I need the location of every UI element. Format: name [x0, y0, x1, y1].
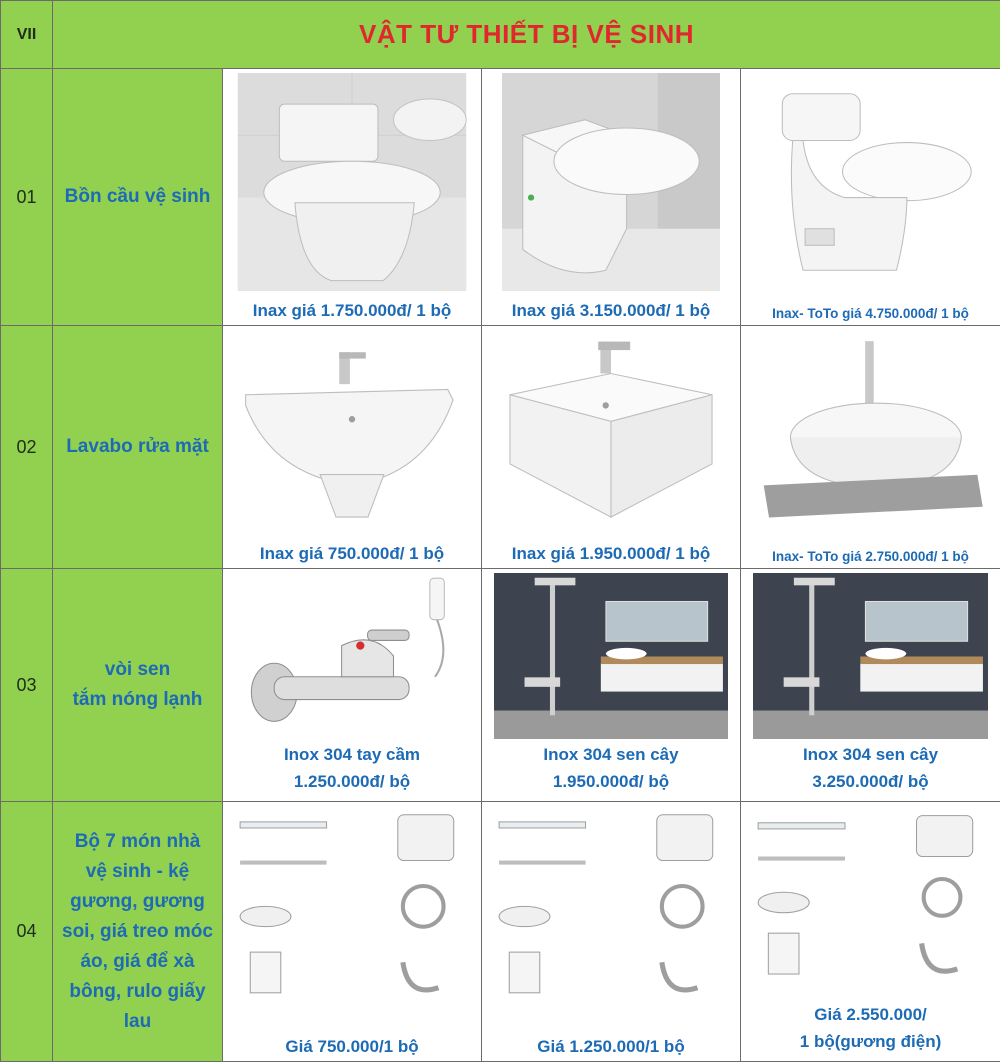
- row-number: 01: [1, 69, 53, 326]
- category-line: vệ sinh - kệ: [86, 861, 190, 882]
- caption-line: Giá 2.550.000/: [814, 1005, 926, 1024]
- product-cell: [223, 802, 482, 1062]
- bath-mixer-photo: [235, 573, 469, 739]
- category-line: vòi sen: [105, 659, 170, 680]
- row-category: Bồn cầu vệ sinh: [53, 69, 223, 326]
- two-piece-toilet-photo: [235, 73, 469, 291]
- product-caption: Inax giá 1.950.000đ/ 1 bộ: [482, 544, 740, 564]
- row-number: 02: [1, 326, 53, 569]
- category-line: bông, rulo giấy: [69, 981, 205, 1002]
- category-line: lau: [124, 1011, 151, 1032]
- product-caption: Giá 750.000/1 bộ: [223, 1037, 481, 1057]
- row-number: 03: [1, 569, 53, 802]
- wall-basin-photo: [235, 330, 469, 534]
- caption-line: 1 bộ(gương điện): [800, 1032, 942, 1051]
- product-cell: [223, 69, 482, 326]
- product-cell: [223, 569, 482, 802]
- product-caption: Giá 1.250.000/1 bộ: [482, 1037, 740, 1057]
- product-cell: [741, 569, 1000, 802]
- product-cell: [482, 69, 741, 326]
- section-number: VII: [1, 1, 53, 69]
- product-cell: [741, 69, 1000, 326]
- category-line: gương, gương: [70, 891, 205, 912]
- product-caption: Inax- ToTo giá 4.750.000đ/ 1 bộ: [741, 306, 1000, 321]
- product-cell: [223, 326, 482, 569]
- product-cell: [482, 326, 741, 569]
- caption-line: 1.250.000đ/ bộ: [294, 772, 410, 791]
- category-line: soi, giá treo móc: [62, 921, 213, 942]
- category-line: Bộ 7 món nhà: [75, 831, 201, 852]
- square-basin-photo: [494, 330, 728, 534]
- product-row-basin: [1, 326, 1000, 569]
- product-caption: Inax giá 1.750.000đ/ 1 bộ: [223, 301, 481, 321]
- product-row-shower: [1, 569, 1000, 802]
- product-caption: [741, 1001, 1000, 1055]
- row-number: 04: [1, 802, 53, 1062]
- product-caption: [741, 741, 1000, 795]
- one-piece-toilet-photo: [494, 73, 728, 291]
- header-row: [1, 1, 1000, 69]
- caption-line: 1.950.000đ/ bộ: [553, 772, 669, 791]
- accessory-set-photo: [235, 806, 469, 1027]
- product-row-toilet: [1, 69, 1000, 326]
- product-cell: [482, 802, 741, 1062]
- product-caption: [223, 741, 481, 795]
- one-piece-toilet-white-photo: [753, 73, 988, 291]
- caption-line: 3.250.000đ/ bộ: [812, 772, 928, 791]
- row-category: [53, 802, 223, 1062]
- caption-line: Inox 304 sen cây: [803, 745, 938, 764]
- caption-line: Inox 304 tay cầm: [284, 745, 420, 764]
- section-title: VẬT TƯ THIẾT BỊ VỆ SINH: [53, 1, 1000, 69]
- category-line: tắm nóng lạnh: [73, 689, 203, 710]
- shower-column-bathroom-photo: [494, 573, 728, 739]
- accessory-set-photo: [753, 806, 988, 999]
- round-vessel-basin-photo: [753, 330, 988, 534]
- product-caption: Inax giá 3.150.000đ/ 1 bộ: [482, 301, 740, 321]
- product-caption: Inax- ToTo giá 2.750.000đ/ 1 bộ: [741, 549, 1000, 564]
- product-row-accessories: [1, 802, 1000, 1062]
- accessory-set-photo: [494, 806, 728, 1027]
- caption-line: Inox 304 sen cây: [543, 745, 678, 764]
- product-cell: [741, 802, 1000, 1062]
- row-category: [53, 569, 223, 802]
- product-caption: Inax giá 750.000đ/ 1 bộ: [223, 544, 481, 564]
- row-category: Lavabo rửa mặt: [53, 326, 223, 569]
- category-line: áo, giá để xà: [80, 951, 194, 972]
- shower-column-bathroom-photo: [753, 573, 988, 739]
- product-caption: [482, 741, 740, 795]
- product-cell: [741, 326, 1000, 569]
- product-cell: [482, 569, 741, 802]
